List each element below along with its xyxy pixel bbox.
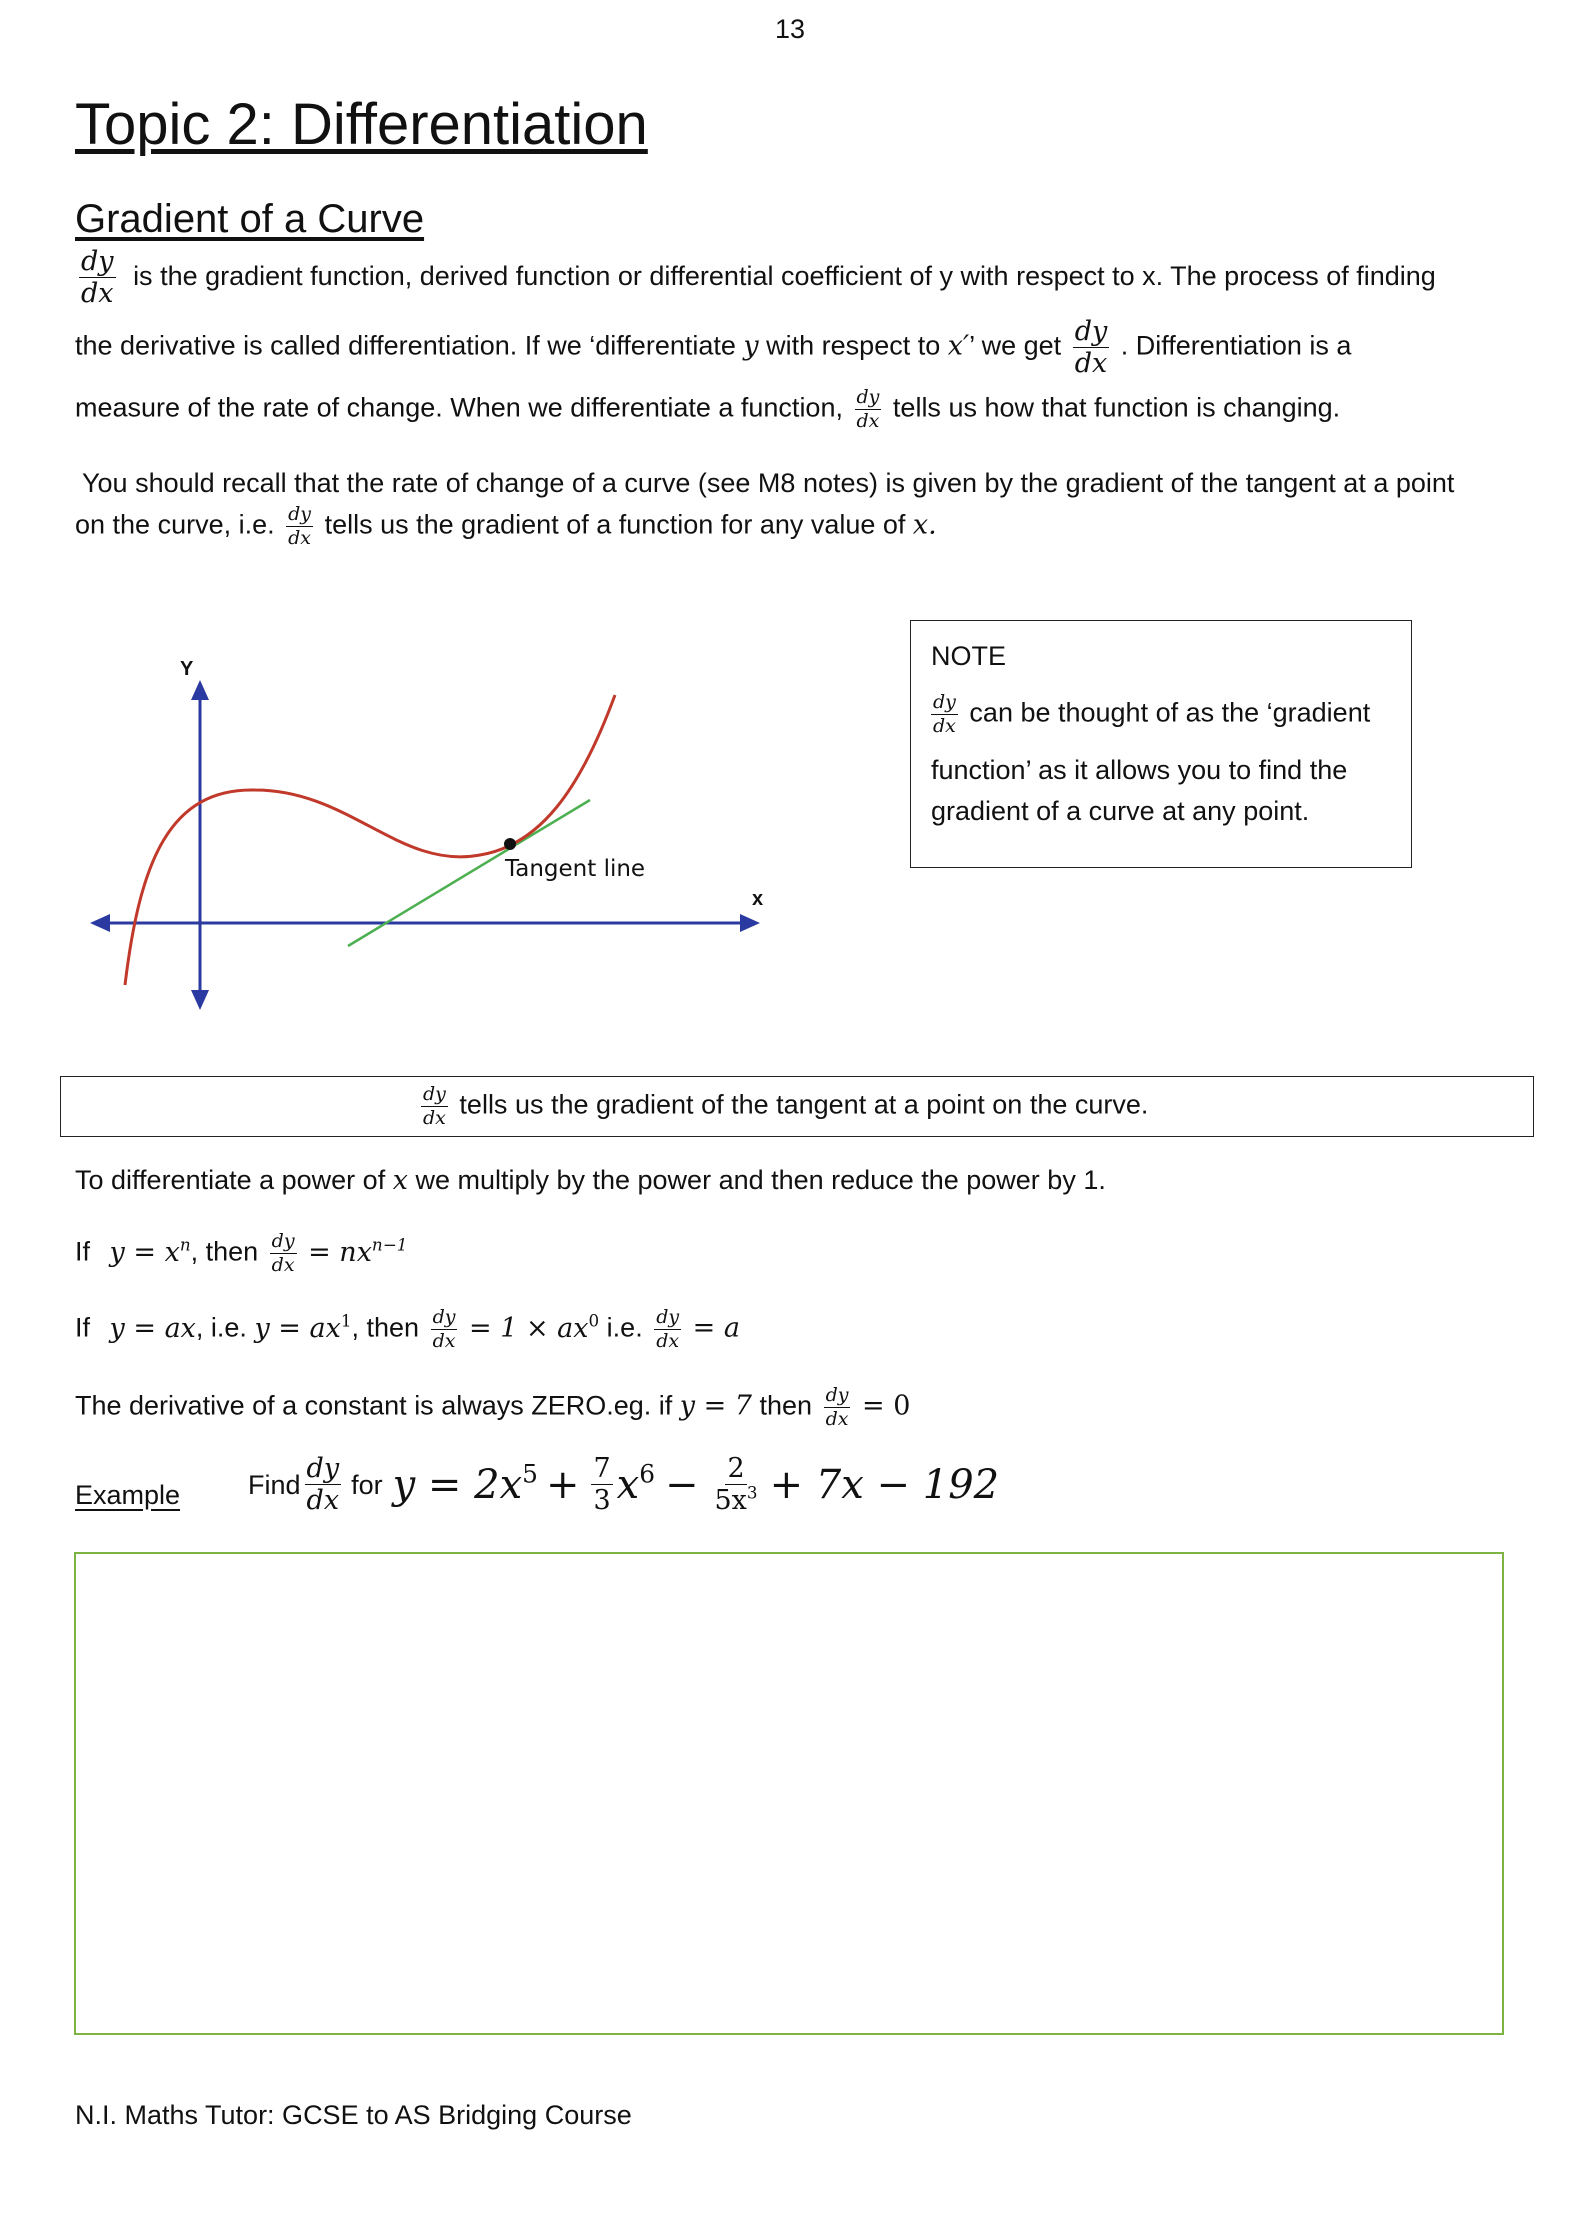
tangent-definition-text: $\frac{dy}{dx}$ tells us the gradient of the tangent at a point on the curve. xyxy=(423,1083,1149,1129)
y-axis-arrow-down xyxy=(191,990,209,1010)
dy-dx-fraction: $\frac{dy}{dx}$ xyxy=(656,1306,680,1352)
x-axis-arrow-left xyxy=(90,914,110,932)
answer-box[interactable] xyxy=(74,1552,1504,2035)
dy-dx-fraction: $\frac{dy}{dx}$ xyxy=(933,691,956,737)
recall-line-1: You should recall that the rate of change of a curve (see M8 notes) is given by the gradient of the tangent at a point xyxy=(82,468,1455,498)
note-heading: NOTE xyxy=(931,641,1007,671)
tangent-graph xyxy=(80,640,800,1040)
page-number: 13 xyxy=(775,14,806,44)
page-title: Topic 2: Differentiation xyxy=(75,92,648,157)
tangent-line-label: Tangent line xyxy=(505,856,646,882)
note-box xyxy=(910,620,1412,868)
note-line-2: function’ as it allows you to find the xyxy=(931,755,1348,785)
example-question: Find $\frac{dy}{dx}$ for $y = 2x^5$ + $\frac{7}{3}$ $x^6$ − $\frac{2}{5x^3}$ + 7x − 192 xyxy=(248,1453,1000,1516)
note-line-1: $\frac{dy}{dx}$ can be thought of as the ‘gradient xyxy=(933,691,1371,737)
tangent-definition-box xyxy=(60,1076,1534,1137)
dy-dx-fraction: $\frac{dy}{dx}$ xyxy=(81,246,114,309)
y-axis-arrow-up xyxy=(191,680,209,700)
section-heading: Gradient of a Curve xyxy=(75,197,425,241)
x-axis-arrow-right xyxy=(740,914,760,932)
footer: N.I. Maths Tutor: GCSE to AS Bridging Course xyxy=(75,2100,632,2130)
power-rule-text: To differentiate a power of x we multiply by the power and then reduce the power by 1. xyxy=(75,1165,1106,1196)
dy-dx-fraction: $\frac{dy}{dx}$ xyxy=(432,1306,456,1352)
y-axis-label: Y xyxy=(180,658,194,680)
dy-dx-fraction: $\frac{dy}{dx}$ xyxy=(306,1453,340,1516)
dy-dx-fraction: $\frac{dy}{dx}$ xyxy=(423,1083,446,1129)
x-axis-label: x xyxy=(752,888,764,910)
example-label: Example xyxy=(75,1480,181,1510)
note-line-3: gradient of a curve at any point. xyxy=(931,796,1310,826)
rule-linear: If y = ax, i.e. $y = ax^1$, then $\frac{dy}{dx}$ = $1 \times ax^0$ i.e. $\frac{dy}{dx}$ = a xyxy=(75,1306,740,1352)
dy-dx-fraction: $\frac{dy}{dx}$ xyxy=(1074,316,1108,379)
rule-power: If $y = x^n$, then $\frac{dy}{dx}$ = $nx^{n-1}$ xyxy=(75,1230,408,1276)
recall-line-2: on the curve, i.e. $\frac{dy}{dx}$ tells us the gradient of a function for any value of x. xyxy=(75,503,937,549)
intro-line-3: measure of the rate of change. When we differentiate a function, $\frac{dy}{dx}$ tells us how that function is changing. xyxy=(75,386,1341,432)
intro-line-2: the derivative is called differentiation. If we ‘differentiate y with respect to x′’ we get $\frac{dy}{dx}$ . Differentiation is a xyxy=(75,316,1352,379)
dy-dx-fraction: $\frac{dy}{dx}$ xyxy=(271,1230,295,1276)
example-equation: $y = 2x^5$ + $\frac{7}{3}$ $x^6$ − $\frac{2}{5x^3}$ + 7x − 192 xyxy=(392,1453,1000,1516)
intro-line-1: $\frac{dy}{dx}$ is the gradient function, derived function or differential coefficient of y with respect to x. The process of finding xyxy=(81,246,1436,309)
dy-dx-fraction: $\frac{dy}{dx}$ xyxy=(288,503,312,549)
rule-constant: The derivative of a constant is always ZERO.eg. if y = 7 then $\frac{dy}{dx}$ = 0 xyxy=(75,1384,911,1430)
tangent-point xyxy=(504,838,516,850)
dy-dx-fraction: $\frac{dy}{dx}$ xyxy=(856,386,880,432)
dy-dx-fraction: $\frac{dy}{dx}$ xyxy=(825,1384,849,1430)
